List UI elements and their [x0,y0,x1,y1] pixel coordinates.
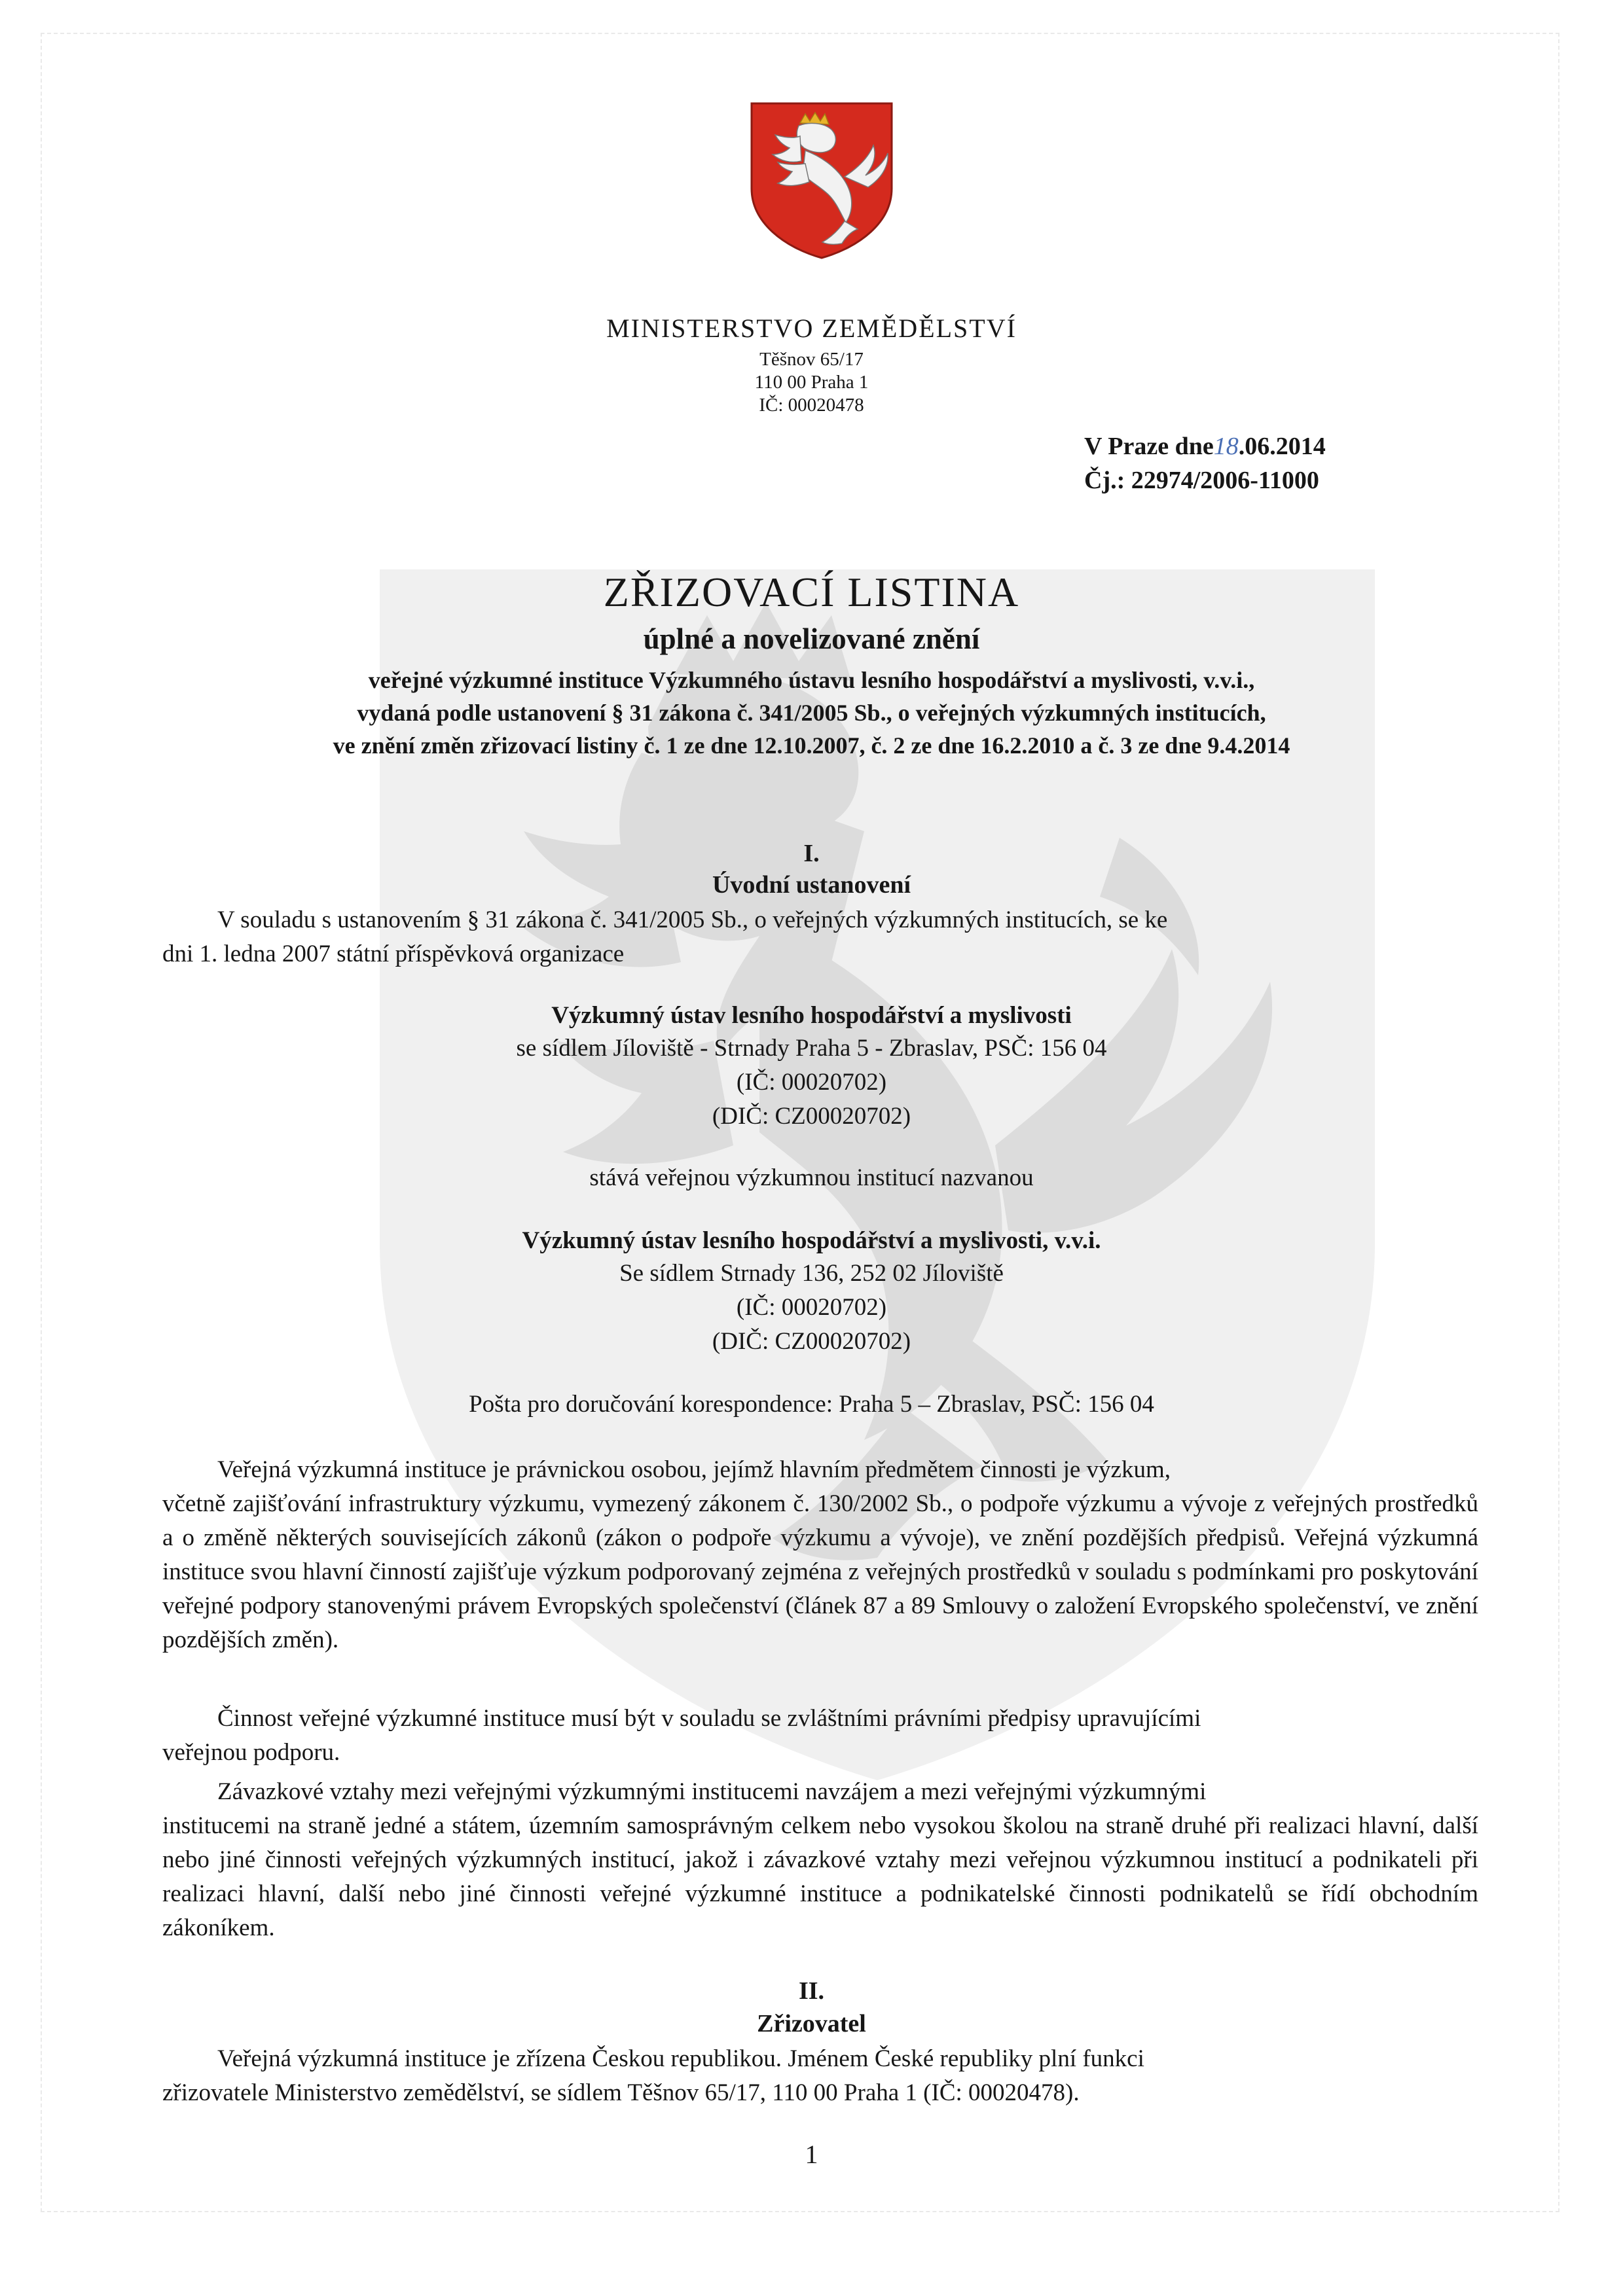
paragraph-3-rest: institucemi na straně jedné a státem, územním samosprávným celkem nebo vysokou školou na straně druhé při realizaci hlavní, další nebo jiné činnosti veřejných výzkumných institucí, jakož i závazkové vztahy mezi veřejnou výzkumnou institucí a podnikateli při realizaci hlavní, další nebo jiné činnosti veřejné výzkumné instituce a podnikatelské činnosti podnikatelů se řídí obchodním zákoníkem. [162,1812,1478,1941]
new-org-dic: (DIČ: CZ00020702) [712,1328,911,1355]
ministry-address-city: 110 00 Praha 1 [754,372,869,393]
section-2-paragraph [162,2042,1478,2110]
old-org-seat: se sídlem Jíloviště - Strnady Praha 5 - Zbraslav, PSČ: 156 04 [516,1035,1107,1062]
paragraph-2 [162,1702,1478,1770]
section-2-heading: Zřizovatel [757,2010,866,2037]
paragraph-3-first-line: Závazkové vztahy mezi veřejnými výzkumnými institucemi navzájem a mezi veřejnými výzkumnými [217,1778,1207,1805]
section-1-number: I. [803,840,820,867]
section-1-lead-line-1: V souladu s ustanovením § 31 zákona č. 341/2005 Sb., o veřejných výzkumných institucích, se ke [217,906,1168,933]
intro-line-3: ve znění změn zřizovací listiny č. 1 ze dne 12.10.2007, č. 2 ze dne 16.2.2010 a č. 3 ze dne 9.4.2014 [333,732,1290,759]
becomes-text: stává veřejnou výzkumnou institucí nazvanou [589,1164,1034,1191]
paragraph-2-first-line: Činnost veřejné výzkumné instituce musí být v souladu se zvláštními právními předpisy upravujícími [217,1705,1201,1732]
date-suffix: .06.2014 [1238,433,1326,460]
old-org-dic: (DIČ: CZ00020702) [712,1103,911,1130]
czech-lion-coat-of-arms-icon [746,98,897,262]
old-org-name: Výzkumný ústav lesního hospodářství a myslivosti [551,1002,1072,1029]
section-2-first-line: Veřejná výzkumná instituce je zřízena Českou republikou. Jménem České republiky plní funkci [217,2045,1144,2072]
section-1-lead [162,903,1478,971]
ministry-ic: IČ: 00020478 [759,395,864,416]
new-org-seat: Se sídlem Strnady 136, 252 02 Jíloviště [619,1260,1004,1287]
paragraph-2-rest: veřejnou podporu. [162,1739,340,1766]
new-org-name: Výzkumný ústav lesního hospodářství a myslivosti, v.v.i. [522,1227,1101,1254]
date-prefix: V Praze dne [1084,433,1214,460]
reference-number: Čj.: 22974/2006-11000 [1084,467,1319,494]
ministry-address-street: Těšnov 65/17 [759,349,864,370]
section-1-lead-line-2: dni 1. ledna 2007 státní příspěvková organizace [162,941,625,967]
section-2-number: II. [798,1977,825,2005]
intro-line-1: veřejné výzkumné instituce Výzkumného ústavu lesního hospodářství a myslivosti, v.v.i., [368,667,1255,693]
old-org-ic: (IČ: 00020702) [736,1069,887,1096]
paragraph-1 [162,1453,1478,1657]
section-1-heading: Úvodní ustanovení [712,871,911,899]
paragraph-1-first-line: Veřejná výzkumná instituce je právnickou osobou, jejímž hlavním předmětem činnosti je výzkum, [217,1456,1171,1483]
mail-address: Pošta pro doručování korespondence: Praha 5 – Zbraslav, PSČ: 156 04 [469,1391,1154,1418]
intro-line-2: vydaná podle ustanovení § 31 zákona č. 341/2005 Sb., o veřejných výzkumných institucích, [357,700,1266,726]
handwritten-day: 18 [1213,433,1239,460]
document-title: ZŘIZOVACÍ LISTINA [603,569,1020,615]
document-date [1084,432,1326,461]
section-2-rest: zřizovatele Ministerstvo zemědělství, se sídlem Těšnov 65/17, 110 00 Praha 1 (IČ: 00020478). [162,2079,1080,2106]
ministry-name: MINISTERSTVO ZEMĚDĚLSTVÍ [606,314,1017,343]
paragraph-1-rest: včetně zajišťování infrastruktury výzkumu, vymezený zákonem č. 130/2002 Sb., o podpoře výzkumu a vývoje z veřejných prostředků a o změně některých souvisejících zákonů (zákon o podpoře výzkumu a vývoje), ve znění pozdějších předpisů. Veřejná výzkumná instituce svou hlavní činností zajišťuje výzkum podporovaný zejména z veřejných prostředků v souladu s podmínkami pro poskytování veřejné podpory stanovenými právem Evropských společenství (článek 87 a 89 Smlouvy o založení Evropského společenství, ve znění pozdějších změn). [162,1490,1478,1653]
document-subtitle: úplné a novelizované znění [643,622,980,655]
new-org-ic: (IČ: 00020702) [736,1294,887,1321]
paragraph-3 [162,1775,1478,1945]
page-number: 1 [805,2140,818,2169]
